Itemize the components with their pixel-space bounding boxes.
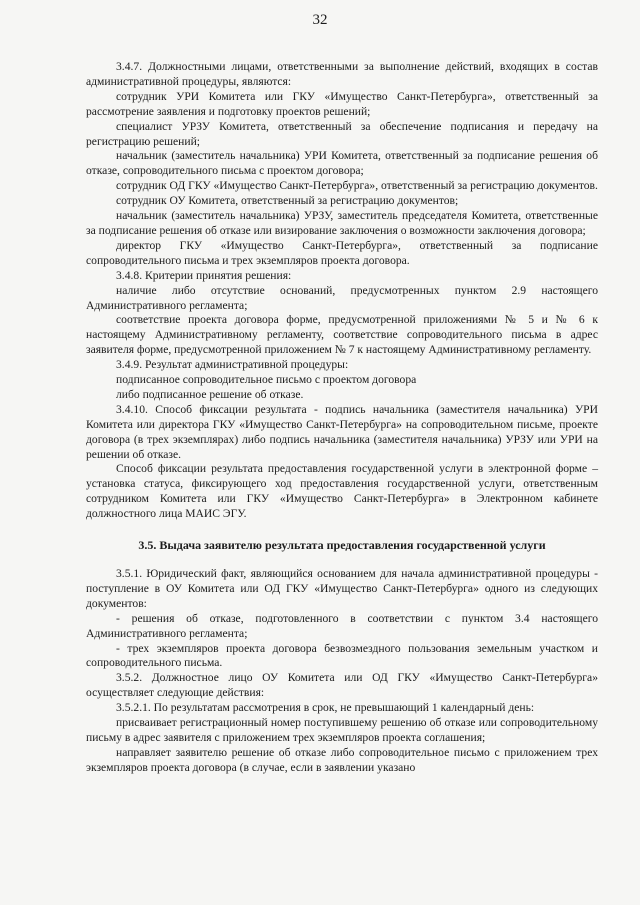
paragraph-3-5-2-1: 3.5.2.1. По результатам рассмотрения в срок, не превышающий 1 календарный день: <box>116 701 535 715</box>
paragraph: специалист УРЗУ Комитета, ответственный за обеспечение подписания и передачу на регистрацию решений; <box>86 119 598 148</box>
paragraph: наличие либо отсутствие оснований, предусмотренных пунктом 2.9 настоящего Административного регламента; <box>86 283 598 312</box>
paragraph-3-5-1: 3.5.1. Юридический факт, являющийся основанием для начала административной процедуры - поступление в ОУ Комитета или ОД ГКУ «Имущество Санкт-Петербурга» одного из следующих документов: <box>86 567 598 610</box>
paragraph: Способ фиксации результата предоставления государственной услуги в электронной форме – установка статуса, фиксирующего ход предоставления государственной услуги, ответственным сотрудником Комитета или ГКУ «Имущество Санкт-Петербурга» в Электронном кабинете должностного лица МАИС ЭГУ. <box>86 462 598 521</box>
page-number: 32 <box>312 12 328 28</box>
paragraph: присваивает регистрационный номер поступившему решению об отказе или сопроводительному письму в адрес заявителя с приложением трех экземпляров проекта соглашения; <box>86 716 598 744</box>
paragraph: либо подписанное решение об отказе. <box>116 387 304 401</box>
paragraph: направляет заявителю решение об отказе либо сопроводительное письмо с приложением трех экземпляров проекта договора (в случае, если в заявлении указано <box>86 745 598 774</box>
paragraph: - решения об отказе, подготовленного в соответствии с пунктом 3.4 настоящего Административного регламента; <box>86 611 598 640</box>
paragraph-3-4-9: 3.4.9. Результат административной процедуры: <box>116 358 349 372</box>
section-heading-3-5: 3.5. Выдача заявителю результата предоставления государственной услуги <box>138 538 546 553</box>
paragraph: соответствие проекта договора форме, предусмотренной приложениями № 5 и № 6 к настоящему Административному регламенту, соответствие сопроводительного письма в адрес заявителя форме, предусмотренной приложением № 7 к настоящему Административному регламенту. <box>86 313 598 357</box>
paragraph-3-4-7: 3.4.7. Должностными лицами, ответственными за выполнение действий, входящих в состав административной процедуры, являются: <box>86 60 598 88</box>
paragraph: начальник (заместитель начальника) УРИ Комитета, ответственный за подписание решения об отказе, сопроводительного письма с проектом договора; <box>86 149 598 178</box>
paragraph: сотрудник ОУ Комитета, ответственный за регистрацию документов; <box>116 194 459 208</box>
paragraph: сотрудник ОД ГКУ «Имущество Санкт-Петербурга», ответственный за регистрацию документов. <box>116 179 598 193</box>
paragraph: подписанное сопроводительное письмо с проектом договора <box>116 373 417 387</box>
paragraph-3-5-2: 3.5.2. Должностное лицо ОУ Комитета или ОД ГКУ «Имущество Санкт-Петербурга» осуществляет следующие действия: <box>86 671 598 700</box>
paragraph: директор ГКУ «Имущество Санкт-Петербурга», ответственный за подписание сопроводительного письма и трех экземпляров проекта договора. <box>86 238 598 267</box>
document-body <box>86 60 598 776</box>
paragraph-3-4-10: 3.4.10. Способ фиксации результата - подпись начальника (заместителя начальника) УРИ Комитета или директора ГКУ «Имущество Санкт-Петербурга» на сопроводительном письме, проекте договора (в трех экземплярах) либо подпись начальника (заместителя начальника) УРЗУ или УРИ на решении об отказе. <box>86 402 598 461</box>
paragraph-3-4-8: 3.4.8. Критерии принятия решения: <box>116 268 292 282</box>
paragraph: сотрудник УРИ Комитета или ГКУ «Имущество Санкт-Петербурга», ответственный за рассмотрение заявления и подготовку проектов решений; <box>86 89 598 118</box>
paragraph: - трех экземпляров проекта договора безвозмездного пользования земельным участком и сопроводительного письма. <box>86 641 598 670</box>
paragraph: начальник (заместитель начальника) УРЗУ, заместитель председателя Комитета, ответственные за подписание решения об отказе или визирование заключения о возможности заключения договора; <box>86 209 598 237</box>
